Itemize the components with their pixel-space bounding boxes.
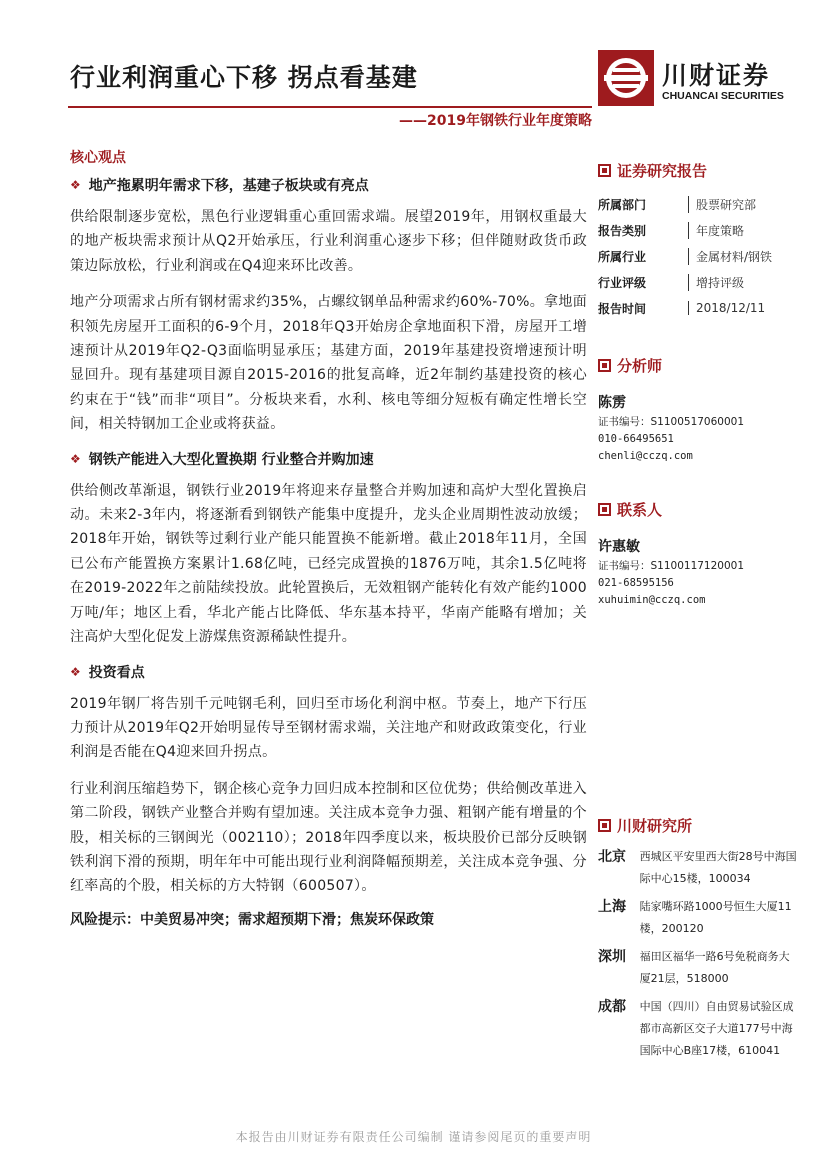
bullet-heading-2: ❖ 钢铁产能进入大型化置换期 行业整合并购加速	[70, 451, 374, 468]
office-row: 成都 中国（四川）自由贸易试验区成都市高新区交子大道177号中海国际中心B座17楼，610041	[598, 999, 794, 1057]
office-row: 北京 西城区平安里西大街28号中海国际中心15楼，100034	[598, 849, 797, 885]
square-bullet-icon	[598, 359, 611, 372]
paragraph: 供给侧改革渐退，钢铁行业2019年将迎来存量整合并购加速和高炉大型化置换启动。未来2-3年内，将逐渐看到钢铁产能集中度提升，龙头企业周期性波动放缓； 2018年开始，钢铁等过剩行业产能只能置换不能新增。截止2018年11月，全国已公布产能置换方案累计1.68亿吨，已经完成置换的1876万吨，其余1.5亿吨将在2019-2022年之前陆续投放。此轮置换后，无效粗钢产能转化有效产能约1000万吨/年；地区上看，华北产能占比降低、华东基本持平，华南产能略有增加；关注高炉大型化促发上游煤焦资源稀缺性提升。	[70, 482, 587, 646]
diamond-bullet-icon: ❖	[70, 664, 81, 679]
info-row: 所属部门 股票研究部	[598, 197, 757, 212]
bullet-heading-3: ❖ 投资看点	[70, 664, 145, 681]
header-divider	[68, 106, 592, 108]
paragraph: 供给限制逐步宽松，黑色行业逻辑重心重回需求端。展望2019年，用钢权重最大的地产板块需求预计从Q2开始承压，行业利润重心逐步下移；但伴随财政货币政策边际放松，行业利润或在Q4迎来环比改善。	[70, 209, 587, 274]
analyst-email[interactable]: chenli@cczq.com	[598, 450, 693, 462]
diamond-bullet-icon: ❖	[70, 178, 81, 192]
brand-name-en: CHUANCAI SECURITIES	[662, 90, 784, 102]
contact-cert: 证书编号：S1100117120001	[598, 560, 745, 572]
analyst-cert: 证书编号：S1100517060001	[598, 416, 745, 428]
square-bullet-icon	[598, 164, 611, 177]
contact-name: 许惠敏	[598, 539, 640, 555]
core-views-heading: 核心观点	[70, 150, 126, 166]
office-row: 上海 陆家嘴环路1000号恒生大厦11楼，200120	[598, 899, 792, 935]
square-bullet-icon	[598, 503, 611, 516]
page-footer: 本报告由川财证券有限责任公司编制 谨请参阅尾页的重要声明	[235, 1130, 592, 1144]
contact-phone: 021-68595156	[598, 577, 674, 589]
info-row: 报告类别 年度策略	[598, 223, 745, 238]
report-info-table	[598, 191, 798, 321]
analyst-name: 陈雳	[598, 395, 626, 411]
office-row: 深圳 福田区福华一路6号免税商务大厦21层，518000	[598, 949, 790, 985]
diamond-bullet-icon: ❖	[70, 451, 81, 466]
info-row: 报告时间 2018/12/11	[598, 301, 766, 316]
report-heading: 证券研究报告	[598, 160, 798, 181]
bullet-heading-1: ❖ 地产拖累明年需求下移，基建子板块或有亮点	[70, 178, 369, 194]
brand-name: 川财证券	[662, 61, 771, 90]
main-content	[70, 147, 587, 929]
report-subtitle: ——2019年钢铁行业年度策略	[399, 113, 592, 129]
square-bullet-icon	[598, 819, 611, 832]
risk-warning: 风险提示：中美贸易冲突；需求超预期下滑；焦炭环保政策	[70, 911, 434, 928]
paragraph: 地产分项需求占所有钢材需求约35%，占螺纹钢单品种需求约60%-70%。拿地面积领先房屋开工面积的6-9个月，2018年Q3开始房企拿地面积下滑，房屋开工增速预计从2019年Q2-Q3面临明显承压；基建方面，2019年基建投资增速预计明显回升。现有基建项目源自2015-2016的批复高峰，近2年制约基建投资的核心约束在于“钱”而非“项目”。分板块来看，水利、核电等细分短板有确定性增长空间，相关特钢加工企业或将获益。	[70, 294, 587, 433]
institute-heading: 川财研究所	[598, 815, 798, 836]
info-row: 所属行业 金属材料/钢铁	[598, 249, 773, 264]
paragraph: 行业利润压缩趋势下，钢企核心竞争力回归成本控制和区位优势；供给侧改革进入第二阶段，钢铁产业整合并购有望加速。关注成本竞争力强、粗钢产能有增量的个股，相关标的三钢闽光（002110）；2018年四季度以来，板块股价已部分反映钢铁利润下滑的预期，明年年中可能出现行业利润降幅预期差，关注成本竞争强、分红率高的个股，相关标的方大特钢（600507）。	[70, 780, 587, 895]
info-row: 行业评级 增持评级	[598, 275, 745, 290]
sidebar	[598, 160, 798, 1068]
report-title: 行业利润重心下移 拐点看基建	[70, 63, 418, 92]
analyst-heading: 分析师	[598, 355, 798, 376]
paragraph: 2019年钢厂将告别千元吨钢毛利，回归至市场化利润中枢。节奏上，地产下行压力预计从2019年Q2开始明显传导至钢材需求端，关注地产和财政政策变化，行业利润是否能在Q4迎来回升拐点。	[70, 695, 587, 761]
contact-email[interactable]: xuhuimin@cczq.com	[598, 594, 706, 606]
contact-heading: 联系人	[598, 499, 798, 520]
analyst-phone: 010-66495651	[598, 433, 674, 445]
chuancai-logo-icon	[598, 50, 654, 106]
